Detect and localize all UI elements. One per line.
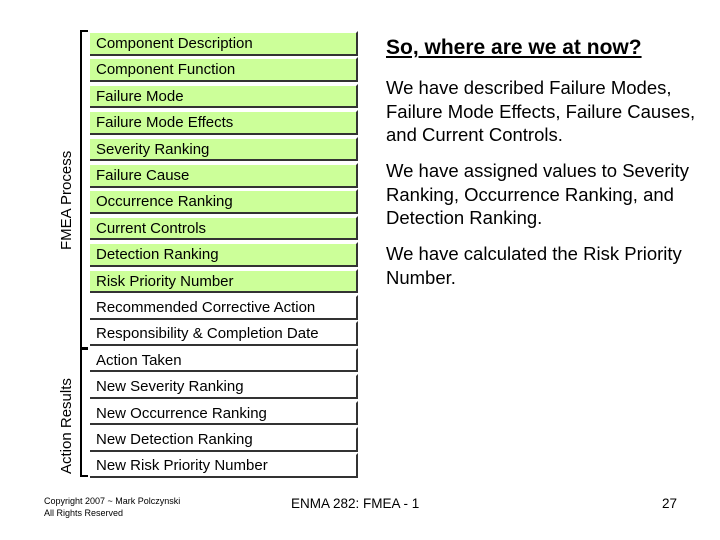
fmea-step-row: Failure Cause: [90, 163, 358, 188]
fmea-step-row: Recommended Corrective Action: [90, 295, 358, 320]
fmea-step-row: Current Controls: [90, 216, 358, 241]
fmea-process-label: FMEA Process: [58, 150, 75, 250]
fmea-step-row: Responsibility & Completion Date: [90, 321, 358, 346]
fmea-step-row: Detection Ranking: [90, 242, 358, 267]
fmea-step-row: Severity Ranking: [90, 137, 358, 162]
fmea-step-row: New Severity Ranking: [90, 374, 358, 399]
slide-heading: So, where are we at now?: [386, 36, 642, 59]
fmea-process-bracket: [80, 30, 88, 350]
action-results-bracket: [80, 347, 88, 477]
fmea-step-row: New Detection Ranking: [90, 427, 358, 452]
copyright-notice: [44, 495, 180, 519]
paragraph-calculated: We have calculated the Risk Priority Number.: [386, 243, 682, 288]
action-results-label: Action Results: [58, 378, 75, 474]
fmea-step-row: New Risk Priority Number: [90, 453, 358, 478]
paragraph-described: We have described Failure Modes, Failure Mode Effects, Failure Causes, and Current Controls.: [386, 77, 696, 145]
fmea-step-row: New Occurrence Ranking: [90, 401, 358, 426]
fmea-step-row: Action Taken: [90, 348, 358, 373]
fmea-step-row: Occurrence Ranking: [90, 189, 358, 214]
copyright-line: Copyright 2007 ~ Mark Polczynski: [44, 496, 181, 506]
page-number: 27: [662, 496, 678, 511]
fmea-step-row: Component Function: [90, 57, 358, 82]
fmea-step-row: Component Description: [90, 31, 358, 56]
rights-line: All Rights Reserved: [44, 508, 124, 518]
fmea-step-row: Failure Mode: [90, 84, 358, 109]
paragraph-assigned: We have assigned values to Severity Ranking, Occurrence Ranking, and Detection Ranking.: [386, 160, 690, 228]
fmea-step-row: Failure Mode Effects: [90, 110, 358, 135]
course-label: ENMA 282: FMEA - 1: [291, 496, 420, 511]
fmea-step-row: Risk Priority Number: [90, 269, 358, 294]
